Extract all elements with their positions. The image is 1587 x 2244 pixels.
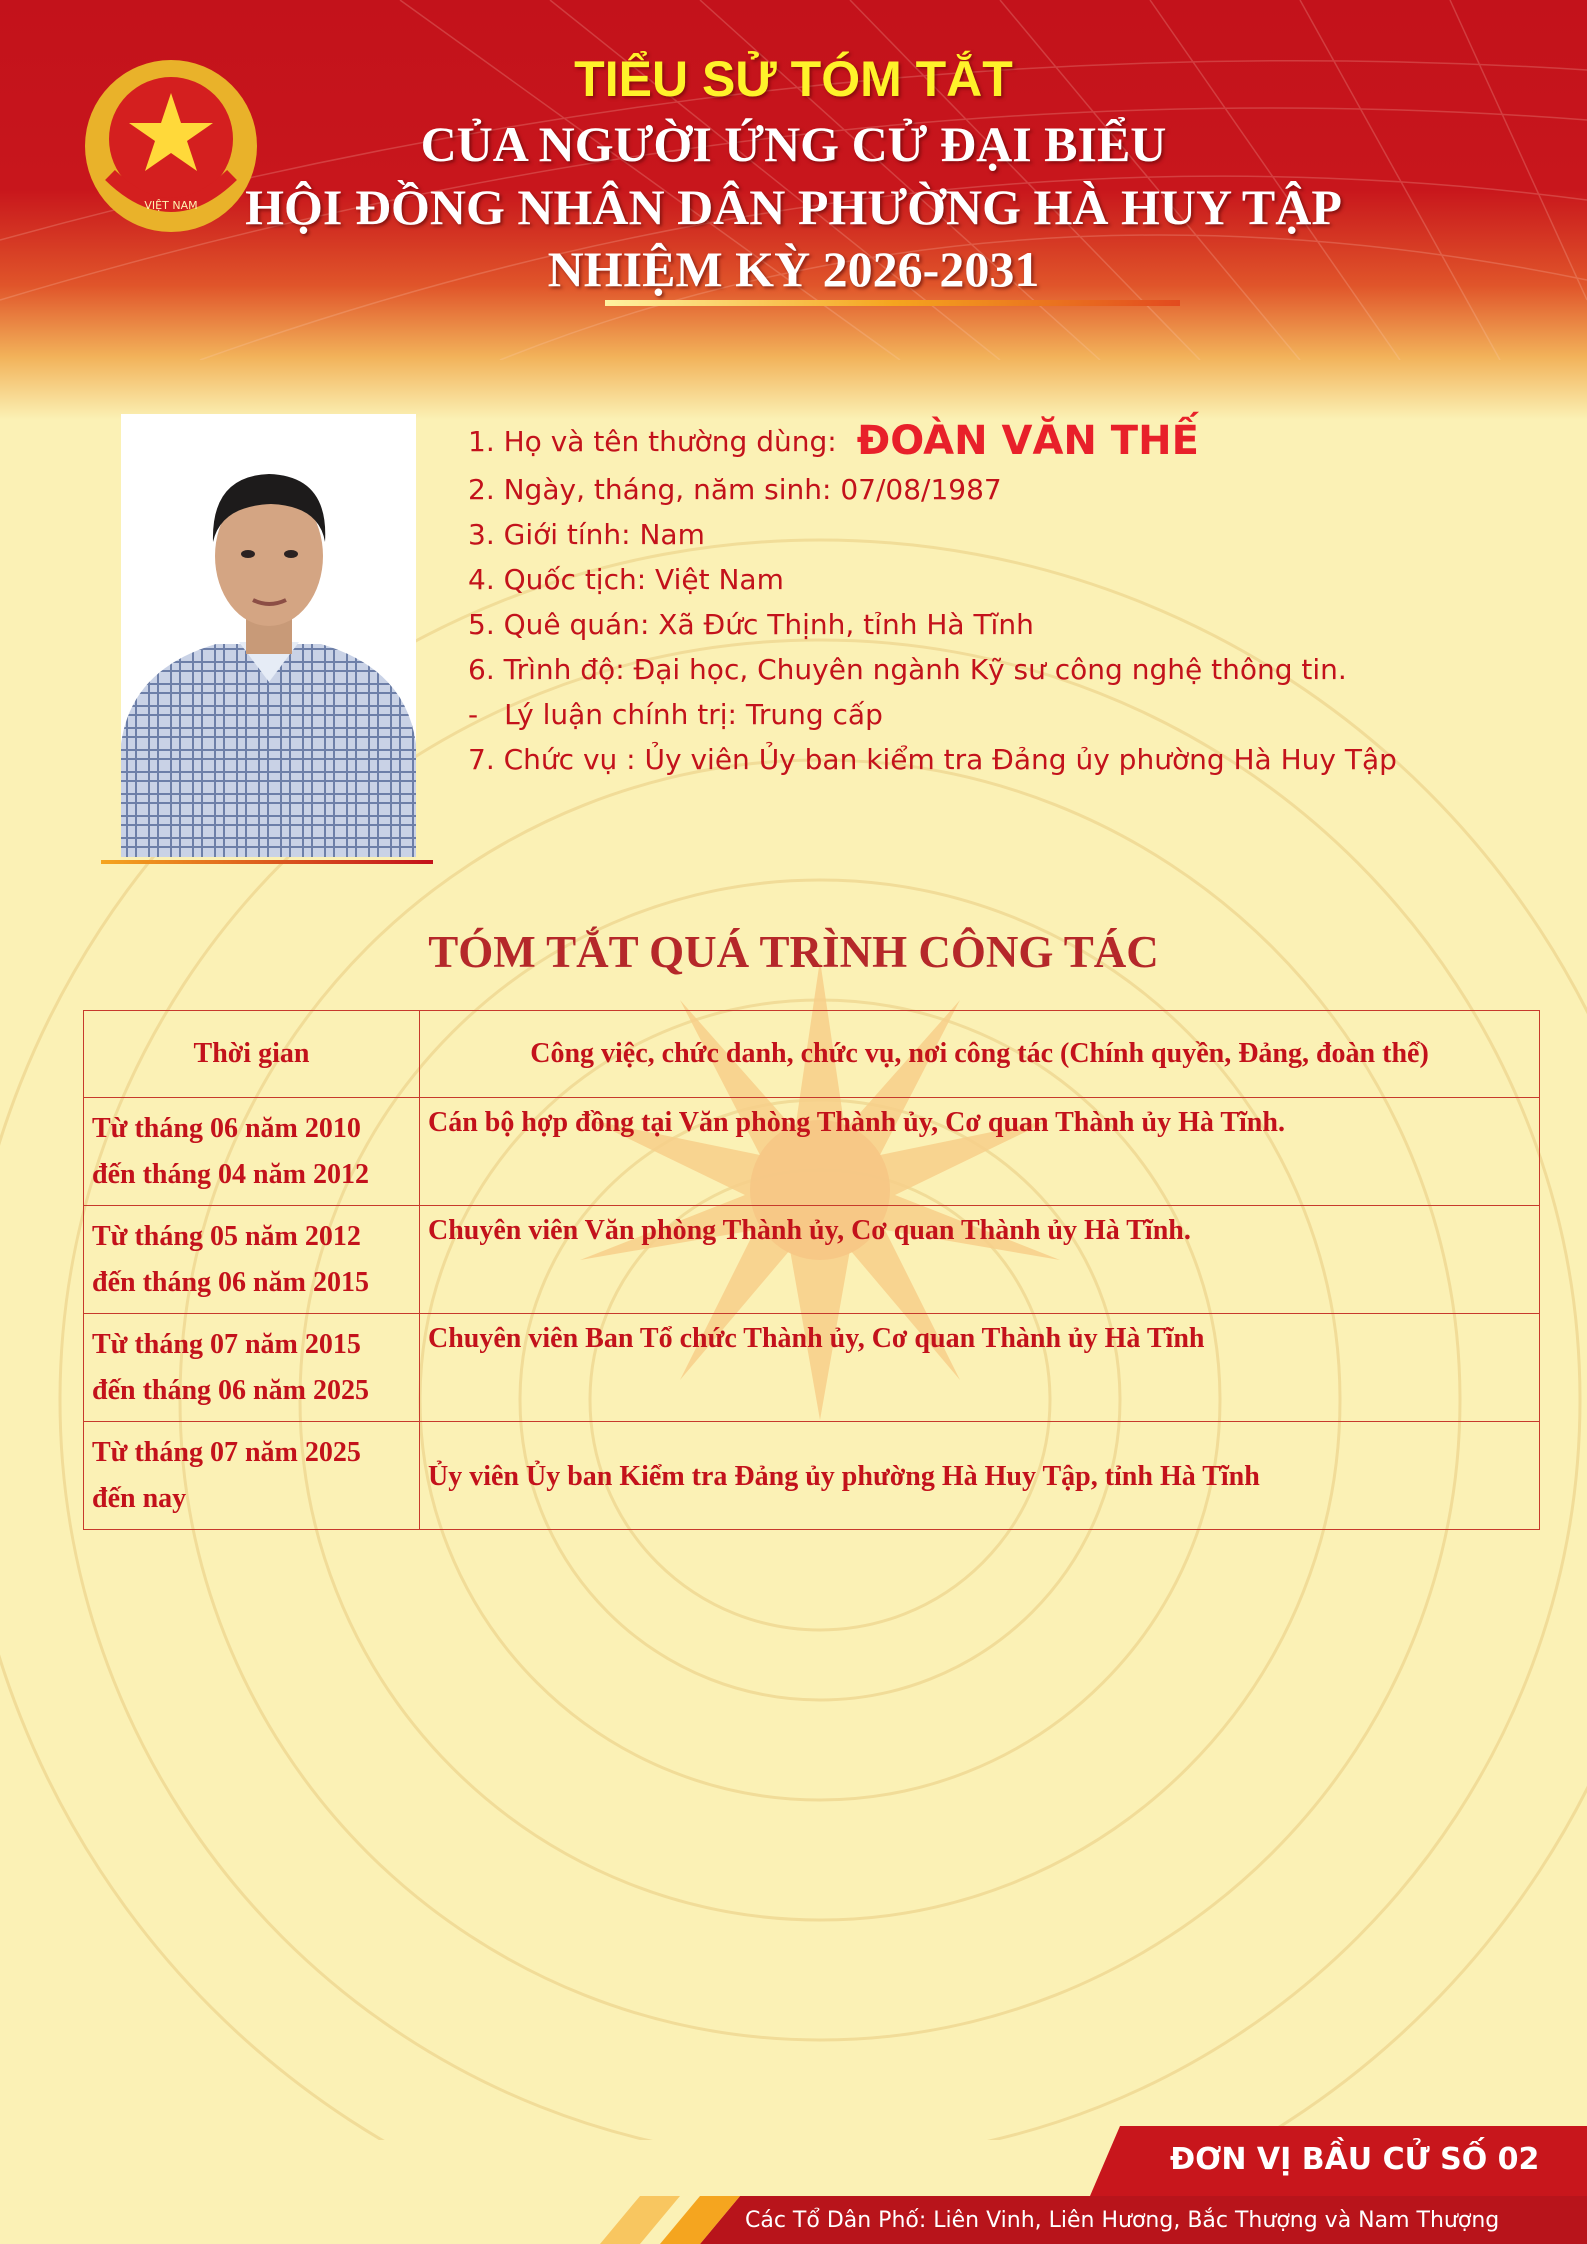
time-from: Từ tháng 07 năm 2025 <box>92 1437 361 1468</box>
time-cell <box>84 1422 420 1530</box>
electoral-areas-label: Các Tổ Dân Phố: Liên Vinh, Liên Hương, Bắc Thượng và Nam Thượng <box>745 2208 1500 2233</box>
info-political-row <box>468 698 883 731</box>
time-cell <box>84 1206 420 1314</box>
title-subtitle-2: HỘI ĐỒNG NHÂN DÂN PHƯỜNG HÀ HUY TẬP <box>245 179 1342 235</box>
title-main: TIỂU SỬ TÓM TẮT <box>574 51 1013 107</box>
title-term: NHIỆM KỲ 2026-2031 <box>547 241 1040 297</box>
info-name-row <box>468 418 1199 464</box>
time-to: đến nay <box>92 1483 187 1514</box>
emblem-text: VIỆT NAM <box>144 199 198 212</box>
table-row <box>84 1206 1540 1314</box>
info-gender: 3. Giới tính: Nam <box>468 518 705 551</box>
job-cell: Ủy viên Ủy ban Kiểm tra Đảng ủy phường Hà Huy Tập, tỉnh Hà Tĩnh <box>420 1422 1540 1530</box>
work-history-table <box>83 1010 1540 1530</box>
title-subtitle-1: CỦA NGƯỜI ỨNG CỬ ĐẠI BIỂU <box>420 116 1167 172</box>
title-underline <box>605 300 1180 306</box>
job-cell: Chuyên viên Ban Tổ chức Thành ủy, Cơ quan Thành ủy Hà Tĩnh <box>420 1314 1540 1422</box>
photo-underline <box>101 860 433 864</box>
table-row <box>84 1098 1540 1206</box>
info-birth: 2. Ngày, tháng, năm sinh: 07/08/1987 <box>468 473 1002 506</box>
time-cell <box>84 1314 420 1422</box>
info-political: Lý luận chính trị: Trung cấp <box>504 698 883 731</box>
portrait-image <box>121 414 416 857</box>
time-from: Từ tháng 07 năm 2015 <box>92 1329 361 1360</box>
table-header-row <box>84 1011 1540 1098</box>
time-from: Từ tháng 05 năm 2012 <box>92 1221 361 1252</box>
info-political-dash: - <box>468 698 479 731</box>
column-header-job: Công việc, chức danh, chức vụ, nơi công tác (Chính quyền, Đảng, đoàn thể) <box>420 1011 1540 1098</box>
table-row <box>84 1314 1540 1422</box>
electoral-unit-label: ĐƠN VỊ BẦU CỬ SỐ 02 <box>1170 2142 1540 2177</box>
info-position: 7. Chức vụ : Ủy viên Ủy ban kiểm tra Đảng ủy phường Hà Huy Tập <box>468 743 1397 776</box>
time-cell <box>84 1098 420 1206</box>
work-history-title: TÓM TẮT QUÁ TRÌNH CÔNG TÁC <box>428 927 1159 977</box>
time-from: Từ tháng 06 năm 2010 <box>92 1113 361 1144</box>
candidate-photo <box>121 414 416 857</box>
info-nationality: 4. Quốc tịch: Việt Nam <box>468 563 784 596</box>
table-row <box>84 1422 1540 1530</box>
job-cell: Cán bộ hợp đồng tại Văn phòng Thành ủy, Cơ quan Thành ủy Hà Tĩnh. <box>420 1098 1540 1206</box>
info-hometown: 5. Quê quán: Xã Đức Thịnh, tỉnh Hà Tĩnh <box>468 608 1034 641</box>
info-education: 6. Trình độ: Đại học, Chuyên ngành Kỹ sư công nghệ thông tin. <box>468 653 1347 686</box>
time-to: đến tháng 06 năm 2025 <box>92 1375 369 1406</box>
time-to: đến tháng 04 năm 2012 <box>92 1159 369 1190</box>
column-header-time: Thời gian <box>84 1011 420 1098</box>
time-to: đến tháng 06 năm 2015 <box>92 1267 369 1298</box>
job-cell: Chuyên viên Văn phòng Thành ủy, Cơ quan Thành ủy Hà Tĩnh. <box>420 1206 1540 1314</box>
info-name-label: 1. Họ và tên thường dùng: <box>468 425 837 458</box>
candidate-name: ĐOÀN VĂN THẾ <box>856 418 1199 464</box>
